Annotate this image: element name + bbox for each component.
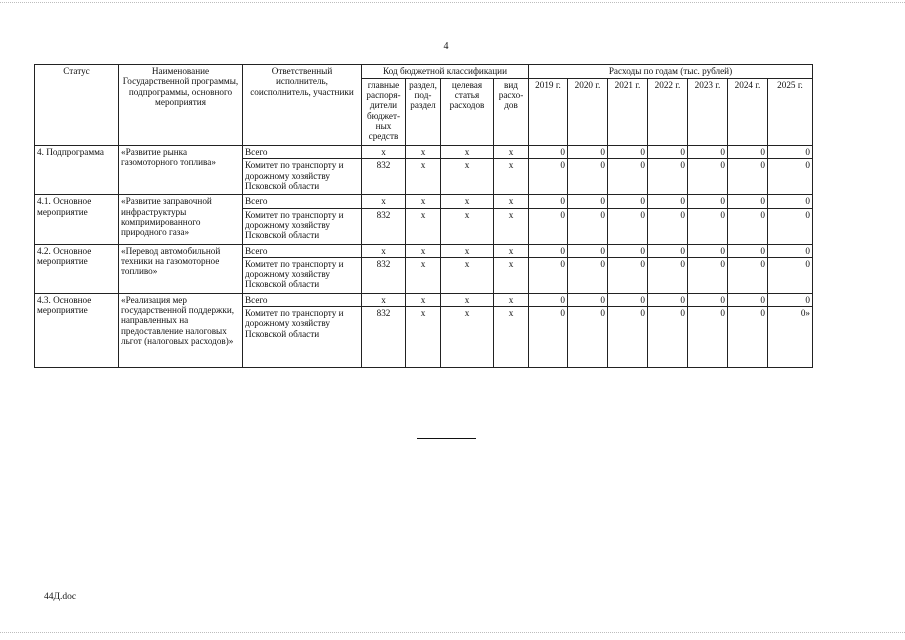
row-value: 0 [608, 293, 648, 306]
header-responsible: Ответственный исполнитель, соисполнитель, участники [243, 65, 362, 146]
row-value: 0 [768, 159, 813, 195]
row-participant: Комитет по транспорту и дорожному хозяйству Псковской области [243, 208, 362, 244]
row-code: 832 [362, 257, 406, 293]
row-code: x [494, 159, 529, 195]
row-value: 0 [688, 293, 728, 306]
row-value: 0 [529, 208, 568, 244]
separator-rule [417, 438, 476, 439]
table-row [35, 244, 813, 257]
row-participant: Комитет по транспорту и дорожному хозяйству Псковской области [243, 257, 362, 293]
header-code-col: главные распоря-дители бюджет-ных средств [362, 78, 406, 145]
row-code: x [406, 159, 441, 195]
header-row-1 [35, 65, 813, 79]
row-value: 0 [688, 208, 728, 244]
table-row [35, 195, 813, 208]
row-value: 0 [608, 257, 648, 293]
row-code: x [362, 293, 406, 306]
row-participant: Всего [243, 195, 362, 208]
row-value: 0 [529, 307, 568, 368]
header-budget-code: Код бюджетной классификации [362, 65, 529, 79]
row-value: 0 [728, 307, 768, 368]
row-value: 0 [568, 293, 608, 306]
row-value: 0 [529, 244, 568, 257]
row-code: x [494, 208, 529, 244]
row-code: x [494, 307, 529, 368]
row-value: 0 [728, 244, 768, 257]
row-code: x [362, 146, 406, 159]
row-value: 0 [529, 257, 568, 293]
row-value: 0 [728, 257, 768, 293]
row-status: 4.3. Основное мероприятие [35, 293, 119, 367]
row-value: 0 [648, 146, 688, 159]
header-year: 2020 г. [568, 78, 608, 145]
row-participant: Всего [243, 146, 362, 159]
row-code: x [441, 293, 494, 306]
row-value: 0 [608, 146, 648, 159]
row-code: x [441, 195, 494, 208]
row-value: 0 [768, 244, 813, 257]
row-code: x [441, 307, 494, 368]
row-value: 0 [728, 293, 768, 306]
row-value: 0» [768, 307, 813, 368]
row-code: 832 [362, 307, 406, 368]
header-year: 2024 г. [728, 78, 768, 145]
row-code: x [406, 146, 441, 159]
row-code: x [494, 257, 529, 293]
header-code-col: раздел, под-раздел [406, 78, 441, 145]
row-code: x [406, 244, 441, 257]
row-value: 0 [688, 146, 728, 159]
scan-border-bottom [0, 632, 905, 633]
row-code: x [441, 244, 494, 257]
file-name: 44Д.doc [44, 592, 77, 602]
row-participant: Комитет по транспорту и дорожному хозяйству Псковской области [243, 159, 362, 195]
row-value: 0 [768, 293, 813, 306]
row-code: x [406, 195, 441, 208]
row-code: x [406, 293, 441, 306]
row-participant: Комитет по транспорту и дорожному хозяйству Псковской области [243, 307, 362, 368]
header-year: 2023 г. [688, 78, 728, 145]
row-value: 0 [648, 159, 688, 195]
header-code-col: вид расхо-дов [494, 78, 529, 145]
row-name: «Развитие заправочной инфраструктуры компримированного природного газа» [119, 195, 243, 244]
header-status: Статус [35, 65, 119, 146]
row-value: 0 [768, 208, 813, 244]
row-value: 0 [688, 244, 728, 257]
row-value: 0 [728, 146, 768, 159]
row-code: x [441, 208, 494, 244]
row-value: 0 [608, 195, 648, 208]
row-participant: Всего [243, 244, 362, 257]
row-value: 0 [768, 257, 813, 293]
row-value: 0 [529, 195, 568, 208]
row-code: x [494, 244, 529, 257]
row-value: 0 [648, 244, 688, 257]
header-code-col: целевая статья расходов [441, 78, 494, 145]
row-value: 0 [648, 293, 688, 306]
row-code: 832 [362, 159, 406, 195]
row-value: 0 [728, 159, 768, 195]
row-value: 0 [608, 159, 648, 195]
row-value: 0 [608, 244, 648, 257]
row-value: 0 [568, 195, 608, 208]
row-code: x [441, 257, 494, 293]
row-value: 0 [728, 195, 768, 208]
row-value: 0 [648, 208, 688, 244]
row-value: 0 [688, 195, 728, 208]
scan-border-top [0, 2, 905, 3]
row-value: 0 [608, 307, 648, 368]
row-name: «Реализация мер государственной поддержки, направленных на предоставление налоговых льгот (налоговых расходов)» [119, 293, 243, 367]
row-value: 0 [648, 307, 688, 368]
header-expenses: Расходы по годам (тыс. рублей) [529, 65, 813, 79]
header-year: 2019 г. [529, 78, 568, 145]
row-value: 0 [688, 307, 728, 368]
row-status: 4. Подпрограмма [35, 146, 119, 195]
row-code: x [406, 257, 441, 293]
budget-table [34, 64, 813, 368]
table-row [35, 293, 813, 306]
row-value: 0 [568, 244, 608, 257]
row-code: x [441, 146, 494, 159]
row-value: 0 [568, 159, 608, 195]
row-participant: Всего [243, 293, 362, 306]
row-value: 0 [529, 159, 568, 195]
row-value: 0 [768, 195, 813, 208]
row-value: 0 [529, 293, 568, 306]
row-value: 0 [768, 146, 813, 159]
row-value: 0 [608, 208, 648, 244]
row-value: 0 [529, 146, 568, 159]
row-code: x [494, 146, 529, 159]
table-row [35, 146, 813, 159]
row-code: x [494, 293, 529, 306]
row-value: 0 [568, 146, 608, 159]
row-code: x [406, 208, 441, 244]
row-code: x [494, 195, 529, 208]
row-status: 4.1. Основное мероприятие [35, 195, 119, 244]
header-name: Наименование Государственной программы, подпрограммы, основного мероприятия [119, 65, 243, 146]
row-value: 0 [688, 257, 728, 293]
row-value: 0 [568, 257, 608, 293]
row-code: x [441, 159, 494, 195]
row-value: 0 [688, 159, 728, 195]
row-status: 4.2. Основное мероприятие [35, 244, 119, 293]
page-number: 4 [443, 41, 449, 52]
row-value: 0 [648, 257, 688, 293]
row-value: 0 [568, 307, 608, 368]
header-year: 2025 г. [768, 78, 813, 145]
header-year: 2022 г. [648, 78, 688, 145]
row-value: 0 [568, 208, 608, 244]
row-name: «Перевод автомобильной техники на газомоторное топливо» [119, 244, 243, 293]
header-year: 2021 г. [608, 78, 648, 145]
row-code: x [406, 307, 441, 368]
row-name: «Развитие рынка газомоторного топлива» [119, 146, 243, 195]
row-code: x [362, 244, 406, 257]
row-value: 0 [648, 195, 688, 208]
table-body [35, 146, 813, 368]
row-value: 0 [728, 208, 768, 244]
row-code: x [362, 195, 406, 208]
row-code: 832 [362, 208, 406, 244]
